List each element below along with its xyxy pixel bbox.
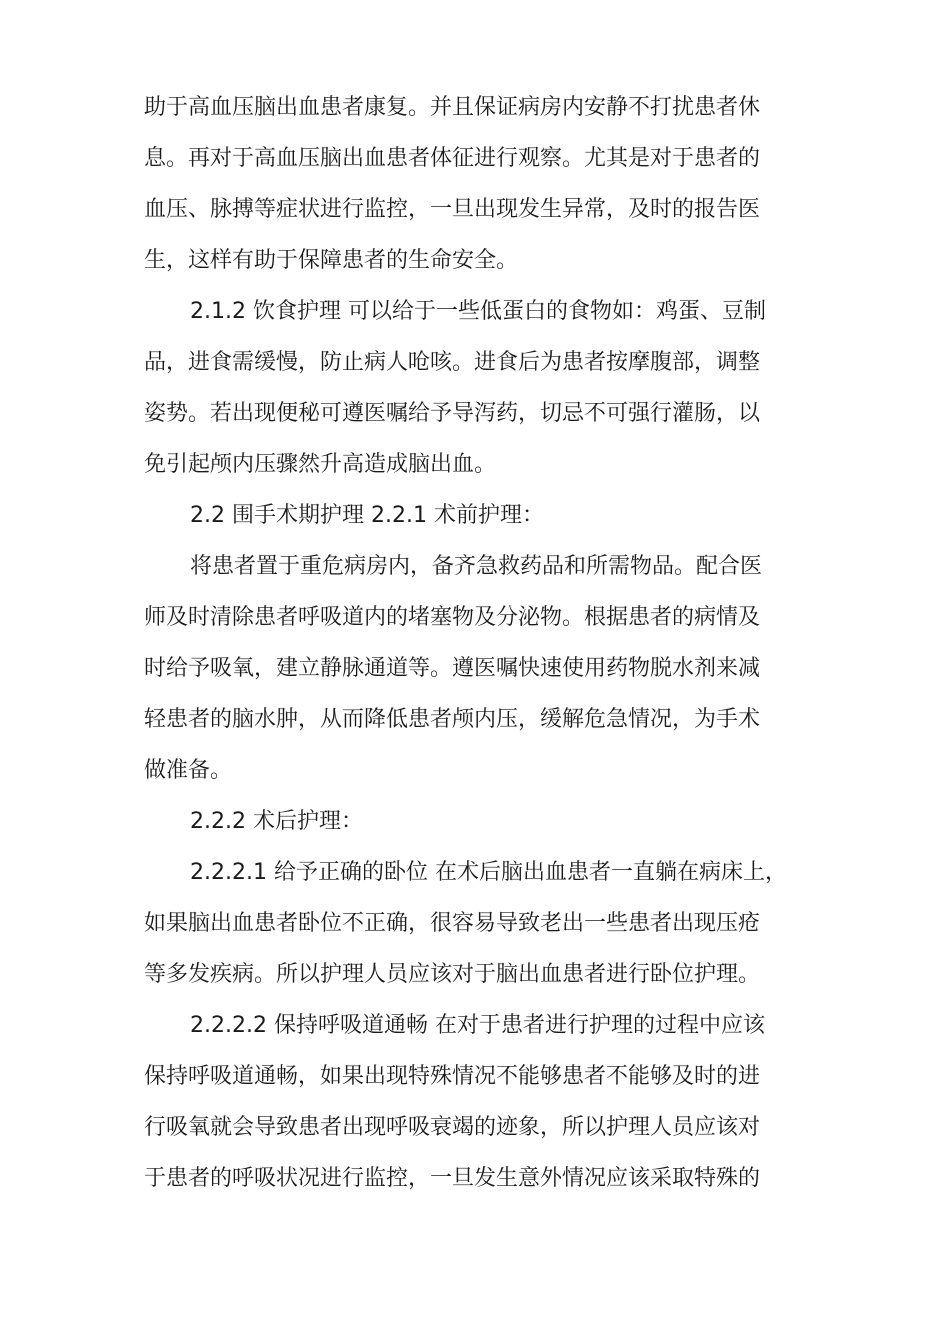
section-heading-line: 2.2.2 术后护理： xyxy=(190,809,363,834)
text-line: 助于高血压脑出血患者康复。并且保证病房内安静不打扰患者休 xyxy=(144,95,761,120)
text-line: 于患者的呼吸状况进行监控，一旦发生意外情况应该采取特殊的 xyxy=(144,1166,761,1191)
text-line: 品，进食需缓慢，防止病人呛咳。进食后为患者按摩腹部，调整 xyxy=(144,350,761,375)
text-line: 时给予吸氧，建立静脉通道等。遵医嘱快速使用药物脱水剂来减 xyxy=(144,656,761,681)
text-line: 做准备。 xyxy=(144,758,233,783)
text-line: 息。再对于高血压脑出血患者体征进行观察。尤其是对于患者的 xyxy=(144,146,761,171)
text-line: 姿势。若出现便秘可遵医嘱给予导泻药，切忌不可强行灌肠，以 xyxy=(144,401,761,426)
text-line: 轻患者的脑水肿，从而降低患者颅内压，缓解危急情况，为手术 xyxy=(144,707,761,732)
text-line: 如果脑出血患者卧位不正确，很容易导致老出一些患者出现压疮 xyxy=(144,911,761,936)
paragraph-first-line: 将患者置于重危病房内，备齐急救药品和所需物品。配合医 xyxy=(190,554,763,579)
text-line: 师及时清除患者呼吸道内的堵塞物及分泌物。根据患者的病情及 xyxy=(144,605,761,630)
text-line: 保持呼吸道通畅，如果出现特殊情况不能够患者不能够及时的进 xyxy=(144,1064,761,1089)
text-line: 免引起颅内压骤然升高造成脑出血。 xyxy=(144,452,497,477)
section-heading-line: 2.2.2.2 保持呼吸道通畅 在对于患者进行护理的过程中应该 xyxy=(190,1013,765,1038)
section-heading-line: 2.1.2 饮食护理 可以给于一些低蛋白的食物如：鸡蛋、豆制 xyxy=(190,299,766,324)
text-line: 等多发疾病。所以护理人员应该对于脑出血患者进行卧位护理。 xyxy=(144,962,761,987)
text-line: 行吸氧就会导致患者出现呼吸衰竭的迹象，所以护理人员应该对 xyxy=(144,1115,761,1140)
text-line: 生，这样有助于保障患者的生命安全。 xyxy=(144,248,519,273)
section-heading-line: 2.2 围手术期护理 2.2.1 术前护理： xyxy=(190,503,544,528)
text-line: 血压、脉搏等症状进行监控，一旦出现发生异常，及时的报告医 xyxy=(144,197,761,222)
section-heading-line: 2.2.2.1 给予正确的卧位 在术后脑出血患者一直躺在病床上， xyxy=(190,860,787,885)
